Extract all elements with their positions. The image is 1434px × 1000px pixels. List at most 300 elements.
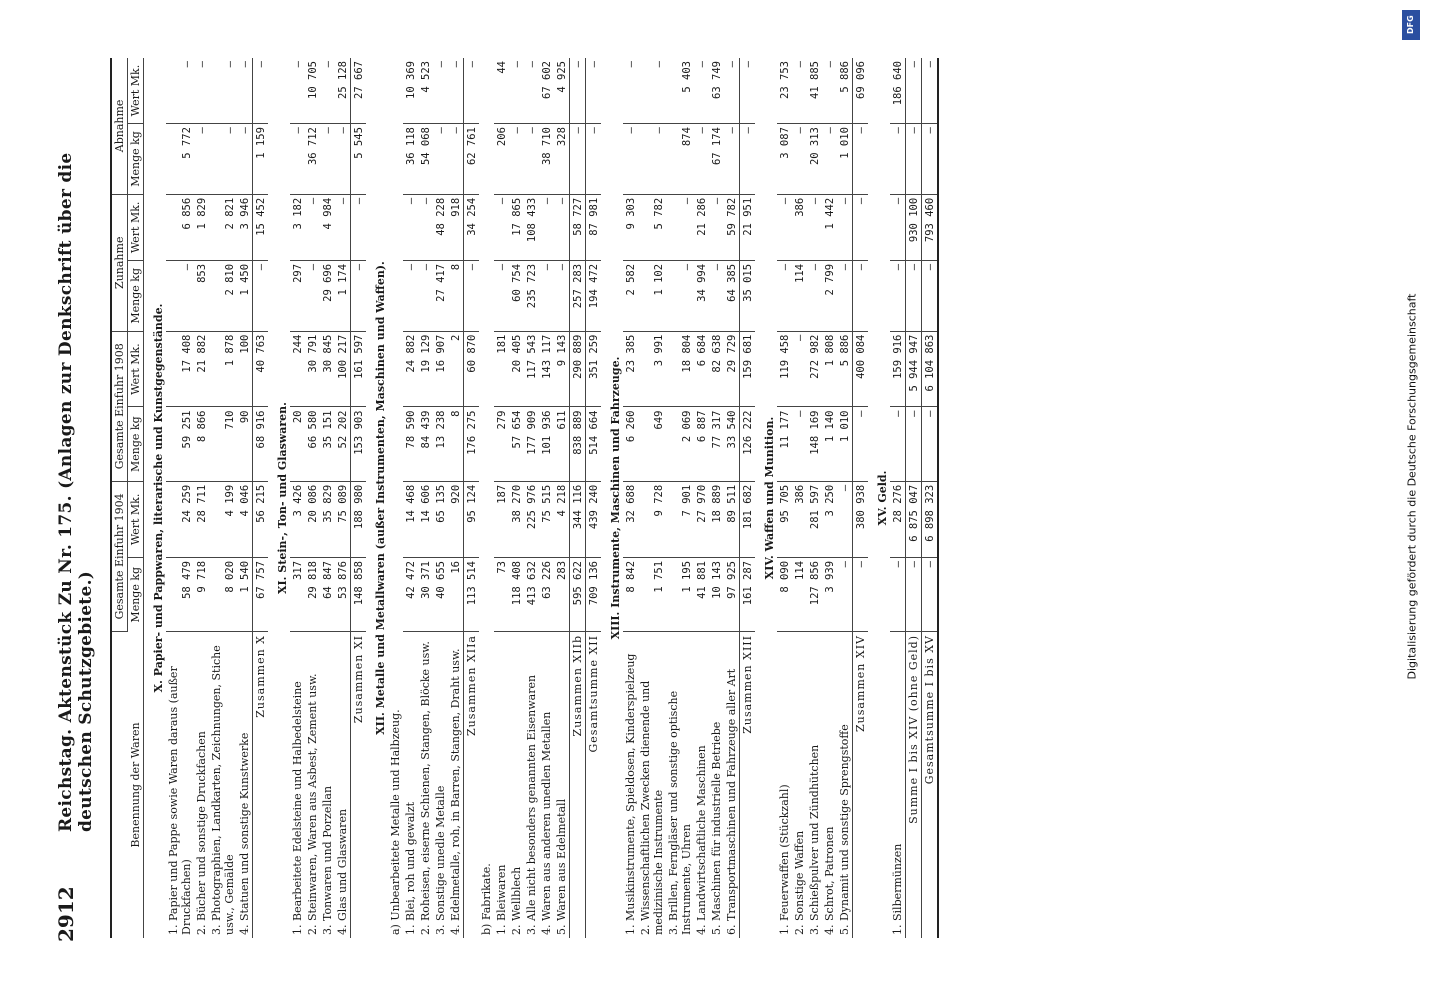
row-label: 2. Bücher und sonstige Druckfachen — [195, 731, 208, 935]
rotated-document — [48, 42, 1348, 962]
cell-value: 1 010 — [837, 124, 853, 195]
cell-value: 10 705 — [305, 58, 320, 124]
cell-value: 386 — [792, 481, 807, 557]
cell-value: 1 159 — [253, 124, 269, 195]
cell-value: 30 845 — [320, 331, 335, 407]
row-label: Zusammen XIIb — [570, 632, 586, 939]
cell-value: 89 511 — [724, 481, 740, 557]
sidebar-credit — [1402, 10, 1422, 990]
row-label: 4. Glas und Glaswaren — [336, 808, 349, 935]
cell-value: 32 688 — [623, 481, 638, 557]
cell-value: 413 632 — [524, 557, 539, 631]
row-label: 2. Wellblech — [510, 866, 523, 935]
cell-value: 344 116 — [570, 481, 586, 557]
cell-value: — — [494, 260, 509, 331]
cell-value: 8 866 — [194, 407, 209, 481]
sub-header: Wert Mk. — [128, 481, 144, 557]
row-label: 4. Statuen und sonstige Kunstwerke — [238, 732, 251, 935]
cell-value: 54 068 — [418, 124, 433, 195]
cell-value: 148 169 — [807, 407, 822, 481]
section-row — [601, 58, 623, 938]
cell-value: 41 881 — [694, 557, 709, 631]
cell-value: 64 847 — [320, 557, 335, 631]
table-row — [792, 58, 807, 938]
cell-value: 58 479 — [166, 557, 194, 631]
cell-value: — — [666, 194, 694, 260]
sub-header: Menge kg — [128, 557, 144, 631]
cell-value: — — [922, 124, 938, 195]
cell-value: — — [724, 124, 740, 195]
cell-value: 328 — [554, 124, 570, 195]
sub-header: Menge kg — [128, 407, 144, 481]
cell-value: 117 543 — [524, 331, 539, 407]
cell-value: 206 — [494, 124, 509, 195]
cell-value: 281 597 — [807, 481, 822, 557]
cell-value: 25 128 — [335, 58, 351, 124]
cell-value: — — [253, 260, 269, 331]
cell-value: — — [906, 124, 922, 195]
cell-value: — — [464, 260, 480, 331]
cell-value: — — [666, 260, 694, 331]
cell-value: — — [586, 58, 602, 124]
cell-value: 380 938 — [853, 481, 869, 557]
cell-value: 4 046 — [237, 481, 253, 557]
cell-value: — — [777, 260, 792, 331]
row-label: 4. Landwirtschaftliche Maschinen — [695, 745, 708, 935]
cell-value: 2 810 — [209, 260, 237, 331]
cell-value: — — [890, 557, 906, 631]
table-row — [890, 58, 906, 938]
row-label: Zusammen XIII — [740, 632, 756, 939]
cell-value: — — [694, 124, 709, 195]
cell-value: 290 889 — [570, 331, 586, 407]
cell-value: 4 199 — [209, 481, 237, 557]
cell-value: 1 808 — [822, 331, 837, 407]
table-row — [822, 58, 837, 938]
section-row — [868, 58, 890, 938]
table-row — [539, 58, 554, 938]
cell-value: 5 944 947 — [906, 331, 922, 407]
total-row — [740, 58, 756, 938]
cell-value: 56 215 — [253, 481, 269, 557]
row-label: 3. Tonwaren und Porzellan — [321, 785, 334, 935]
cell-value: 23 753 — [777, 58, 792, 124]
cell-value: — — [853, 124, 869, 195]
cell-value: — — [290, 58, 305, 124]
row-label: 1. Musikinstrumente, Spieldosen, Kinderspielzeug — [624, 653, 637, 935]
row-label: Gesamtsumme XII — [586, 632, 602, 939]
cell-value: 87 981 — [586, 194, 602, 260]
cell-value: 709 136 — [586, 557, 602, 631]
cell-value: 918 — [448, 194, 464, 260]
cell-value: 9 303 — [623, 194, 638, 260]
cell-value: 77 317 — [709, 407, 724, 481]
cell-value: 153 903 — [351, 407, 367, 481]
cell-value: 28 276 — [890, 481, 906, 557]
cell-value: 6 887 — [694, 407, 709, 481]
row-label: 1. Papier und Pappe sowie Waren daraus (außer Druckfachen) — [167, 666, 193, 935]
table-row — [320, 58, 335, 938]
cell-value: 159 681 — [740, 331, 756, 407]
cell-value: 5 886 — [837, 331, 853, 407]
row-label: 3. Brillen, Ferngläser und sonstige optische Instrumente, Uhren — [667, 690, 693, 935]
cell-value: 8 — [448, 407, 464, 481]
cell-value: 35 151 — [320, 407, 335, 481]
cell-value: — — [448, 124, 464, 195]
cell-value: — — [320, 124, 335, 195]
credit-text: Digitalisierung gefördert durch die Deutsche Forschungsgemeinschaft — [1405, 293, 1419, 680]
cell-value: 7 901 — [666, 481, 694, 557]
cell-value: 176 275 — [464, 407, 480, 481]
cell-value: 59 251 — [166, 407, 194, 481]
cell-value: — — [305, 260, 320, 331]
table-row — [305, 58, 320, 938]
cell-value: 38 270 — [509, 481, 524, 557]
cell-value: — — [335, 194, 351, 260]
cell-value: 100 217 — [335, 331, 351, 407]
row-label: 5. Waren aus Edelmetall — [555, 798, 568, 935]
cell-value: — — [792, 124, 807, 195]
row-label: 1. Bearbeitete Edelsteine und Halbedelsteine — [291, 681, 304, 935]
cell-value: 108 433 — [524, 194, 539, 260]
cell-value: 439 240 — [586, 481, 602, 557]
cell-value: — — [807, 260, 822, 331]
cell-value: 3 087 — [777, 124, 792, 195]
row-label: Zusammen XI — [351, 632, 367, 939]
cell-value: 52 202 — [335, 407, 351, 481]
table-row — [709, 58, 724, 938]
cell-value: 11 177 — [777, 407, 792, 481]
cell-value: 2 821 — [209, 194, 237, 260]
cell-value: — — [539, 194, 554, 260]
cell-value: — — [822, 58, 837, 124]
row-label: 1. Bleiwaren — [495, 864, 508, 935]
cell-value: 38 710 — [539, 124, 554, 195]
row-label: 4. Waren aus anderen unedlen Metallen — [540, 711, 553, 935]
table-row — [524, 58, 539, 938]
cell-value: 65 135 — [433, 481, 448, 557]
cell-value: 41 885 — [807, 58, 822, 124]
table-row — [554, 58, 570, 938]
cell-value: 930 100 — [906, 194, 922, 260]
cell-value: 57 654 — [509, 407, 524, 481]
table-row — [724, 58, 740, 938]
cell-value: 18 804 — [666, 331, 694, 407]
cell-value: 16 — [448, 557, 464, 631]
cell-value: 69 096 — [853, 58, 869, 124]
cell-value: 21 951 — [740, 194, 756, 260]
cell-value: 177 909 — [524, 407, 539, 481]
cell-value: 3 426 — [290, 481, 305, 557]
row-label: b) Fabrikate. — [480, 863, 493, 935]
table-row — [837, 58, 853, 938]
cell-value: 9 718 — [194, 557, 209, 631]
cell-value: — — [890, 407, 906, 481]
group-header: Zunahme — [112, 194, 128, 331]
cell-value: — — [623, 58, 638, 124]
table-row — [418, 58, 433, 938]
cell-value: — — [837, 481, 853, 557]
row-label: XIV. Waffen und Munition. — [763, 416, 776, 580]
row-label: 2. Steinwaren, Waren aus Asbest, Zement usw. — [306, 673, 319, 935]
cell-value: 649 — [638, 407, 666, 481]
cell-value: — — [623, 124, 638, 195]
total-row — [586, 58, 602, 938]
cell-value: — — [403, 194, 418, 260]
cell-value: 24 259 — [166, 481, 194, 557]
cell-value: 119 458 — [777, 331, 792, 407]
cell-value: 75 089 — [335, 481, 351, 557]
cell-value: 17 408 — [166, 331, 194, 407]
cell-value: 17 865 — [509, 194, 524, 260]
cell-value: 710 — [209, 407, 237, 481]
cell-value: 60 754 — [509, 260, 524, 331]
cell-value: 595 622 — [570, 557, 586, 631]
cell-value: 6 898 323 — [922, 481, 938, 557]
cell-value: 1 829 — [194, 194, 209, 260]
cell-value: — — [853, 557, 869, 631]
cell-value: 225 976 — [524, 481, 539, 557]
table-row — [777, 58, 792, 938]
cell-value: — — [853, 194, 869, 260]
cell-value: 5 772 — [166, 124, 194, 195]
cell-value: 1 174 — [335, 260, 351, 331]
cell-value: 62 761 — [464, 124, 480, 195]
cell-value: 8 842 — [623, 557, 638, 631]
cell-value: 611 — [554, 407, 570, 481]
cell-value: 30 371 — [418, 557, 433, 631]
cell-value: 4 984 — [320, 194, 335, 260]
cell-value: 4 523 — [418, 58, 433, 124]
cell-value: 63 226 — [539, 557, 554, 631]
cell-value: — — [709, 260, 724, 331]
row-label: 3. Sonstige unedle Metalle — [434, 785, 447, 935]
cell-value: 36 712 — [305, 124, 320, 195]
cell-value: — — [740, 124, 756, 195]
cell-value: 114 — [792, 260, 807, 331]
cell-value: — — [906, 58, 922, 124]
cell-value: — — [209, 58, 237, 124]
row-label: 3. Alle nicht besonders genannten Eisenwaren — [525, 674, 538, 935]
total-row — [570, 58, 586, 938]
cell-value: 15 452 — [253, 194, 269, 260]
cell-value: 2 069 — [666, 407, 694, 481]
cell-value: 36 118 — [403, 124, 418, 195]
cell-value: 181 — [494, 331, 509, 407]
row-label: Gesamtsumme I bis XV — [922, 632, 938, 939]
cell-value: — — [194, 124, 209, 195]
section-row — [366, 58, 388, 938]
cell-value: — — [403, 260, 418, 331]
cell-value: 4 925 — [554, 58, 570, 124]
cell-value: — — [539, 260, 554, 331]
cell-value: 30 791 — [305, 331, 320, 407]
cell-value: — — [890, 194, 906, 260]
cell-value: 13 238 — [433, 407, 448, 481]
cell-value: 127 856 — [807, 557, 822, 631]
cell-value: 181 682 — [740, 481, 756, 557]
row-label: 1. Blei, roh und gewalzt — [404, 801, 417, 935]
cell-value: 351 259 — [586, 331, 602, 407]
cell-value: 67 757 — [253, 557, 269, 631]
cell-value: — — [554, 194, 570, 260]
table-row — [166, 58, 194, 938]
cell-value: — — [792, 407, 807, 481]
cell-value: 514 664 — [586, 407, 602, 481]
cell-value: 84 439 — [418, 407, 433, 481]
cell-value: 6 260 — [623, 407, 638, 481]
table-row — [209, 58, 237, 938]
cell-value: — — [290, 124, 305, 195]
cell-value: 33 540 — [724, 407, 740, 481]
cell-value: 317 — [290, 557, 305, 631]
row-label: 4. Schrot, Patronen — [823, 826, 836, 935]
cell-value: 14 606 — [418, 481, 433, 557]
cell-value: 853 — [194, 260, 209, 331]
cell-value: 186 640 — [890, 58, 906, 124]
cell-value: 1 010 — [837, 407, 853, 481]
cell-value: 63 749 — [709, 58, 724, 124]
total-row — [922, 58, 938, 938]
cell-value: 1 102 — [638, 260, 666, 331]
group-header: Gesamte Einfuhr 1908 — [112, 331, 128, 481]
cell-value: — — [807, 194, 822, 260]
cell-value: 297 — [290, 260, 305, 331]
cell-value: 400 084 — [853, 331, 869, 407]
group-header: Abnahme — [112, 58, 128, 194]
cell-value: 82 638 — [709, 331, 724, 407]
cell-value: — — [586, 124, 602, 195]
cell-value: — — [237, 124, 253, 195]
cell-value: 14 468 — [403, 481, 418, 557]
cell-value: 1 195 — [666, 557, 694, 631]
sub-header: Wert Mk. — [128, 194, 144, 260]
cell-value: — — [837, 260, 853, 331]
row-label: Summe I bis XIV (ohne Geld) — [906, 632, 922, 939]
table-row — [666, 58, 694, 938]
cell-value: 10 143 — [709, 557, 724, 631]
cell-value: 1 751 — [638, 557, 666, 631]
cell-value: 78 590 — [403, 407, 418, 481]
cell-value: — — [351, 260, 367, 331]
cell-value: 8 090 — [777, 557, 792, 631]
cell-value: 67 174 — [709, 124, 724, 195]
cell-value: 27 970 — [694, 481, 709, 557]
cell-value: 35 829 — [320, 481, 335, 557]
cell-value: — — [554, 260, 570, 331]
cell-value: — — [570, 124, 586, 195]
row-label: 5. Maschinen für industrielle Betriebe — [710, 721, 723, 935]
cell-value: — — [464, 58, 480, 124]
cell-value: 59 782 — [724, 194, 740, 260]
cell-value: — — [792, 331, 807, 407]
table-row — [494, 58, 509, 938]
cell-value: 66 580 — [305, 407, 320, 481]
cell-value: 21 882 — [194, 331, 209, 407]
cell-value: 143 117 — [539, 331, 554, 407]
cell-value: 3 939 — [822, 557, 837, 631]
table-row — [237, 58, 253, 938]
cell-value: 23 385 — [623, 331, 638, 407]
row-label: XII. Metalle und Metallwaren (außer Instrumenten, Maschinen und Waffen). — [374, 261, 387, 735]
cell-value: 874 — [666, 124, 694, 195]
cell-value: 920 — [448, 481, 464, 557]
cell-value: 95 705 — [777, 481, 792, 557]
cell-value: 2 799 — [822, 260, 837, 331]
cell-value: 244 — [290, 331, 305, 407]
cell-value: 187 — [494, 481, 509, 557]
cell-value: 27 667 — [351, 58, 367, 124]
cell-value: 29 696 — [320, 260, 335, 331]
cell-value: — — [166, 58, 194, 124]
table-row — [433, 58, 448, 938]
cell-value: — — [166, 260, 194, 331]
cell-value: 148 858 — [351, 557, 367, 631]
cell-value: 28 711 — [194, 481, 209, 557]
page-number: 2912 — [54, 886, 78, 942]
row-label: 6. Transportmaschinen und Fahrzeuge aller Art — [725, 668, 738, 935]
row-label: XIII. Instrumente, Maschinen und Fahrzeuge. — [609, 356, 622, 640]
cell-value: — — [418, 260, 433, 331]
cell-value: — — [906, 407, 922, 481]
col-name-header: Benennung der Waren — [112, 632, 144, 939]
cell-value: 4 218 — [554, 481, 570, 557]
cell-value: 101 936 — [539, 407, 554, 481]
cell-value: 19 129 — [418, 331, 433, 407]
cell-value: — — [709, 194, 724, 260]
cell-value: 279 — [494, 407, 509, 481]
cell-value: 20 086 — [305, 481, 320, 557]
cell-value: 283 — [554, 557, 570, 631]
cell-value: 100 — [237, 331, 253, 407]
table-row — [335, 58, 351, 938]
cell-value: — — [209, 124, 237, 195]
cell-value: — — [320, 58, 335, 124]
cell-value: 34 994 — [694, 260, 709, 331]
cell-value: — — [890, 124, 906, 195]
cell-value: 235 723 — [524, 260, 539, 331]
cell-value: 114 — [792, 557, 807, 631]
cell-value: 40 763 — [253, 331, 269, 407]
cell-value: — — [740, 58, 756, 124]
document-title: Reichstag. Aktenstück Zu Nr. 175. (Anlagen zur Denkschrift über die deutschen Schutzgebiete.) — [56, 152, 96, 832]
cell-value: 20 — [290, 407, 305, 481]
cell-value: 9 143 — [554, 331, 570, 407]
row-label: 4. Edelmetalle, roh, in Barren, Stangen, Draht usw. — [449, 648, 462, 935]
cell-value: — — [494, 194, 509, 260]
cell-value: 20 313 — [807, 124, 822, 195]
cell-value: 29 818 — [305, 557, 320, 631]
cell-value: — — [853, 407, 869, 481]
cell-value: — — [305, 194, 320, 260]
cell-value: — — [509, 58, 524, 124]
cell-value: 29 729 — [724, 331, 740, 407]
cell-value: 68 916 — [253, 407, 269, 481]
cell-value: 118 408 — [509, 557, 524, 631]
cell-value: — — [524, 58, 539, 124]
cell-value: 8 020 — [209, 557, 237, 631]
cell-value: 272 982 — [807, 331, 822, 407]
section-row — [268, 58, 290, 938]
cell-value: — — [837, 194, 853, 260]
cell-value: 1 878 — [209, 331, 237, 407]
row-label: X. Papier- und Pappwaren, literarische und Kunstgegenstände. — [152, 303, 165, 693]
cell-value: 64 385 — [724, 260, 740, 331]
cell-value: — — [433, 124, 448, 195]
cell-value: 73 — [494, 557, 509, 631]
cell-value: — — [922, 260, 938, 331]
cell-value: 42 472 — [403, 557, 418, 631]
